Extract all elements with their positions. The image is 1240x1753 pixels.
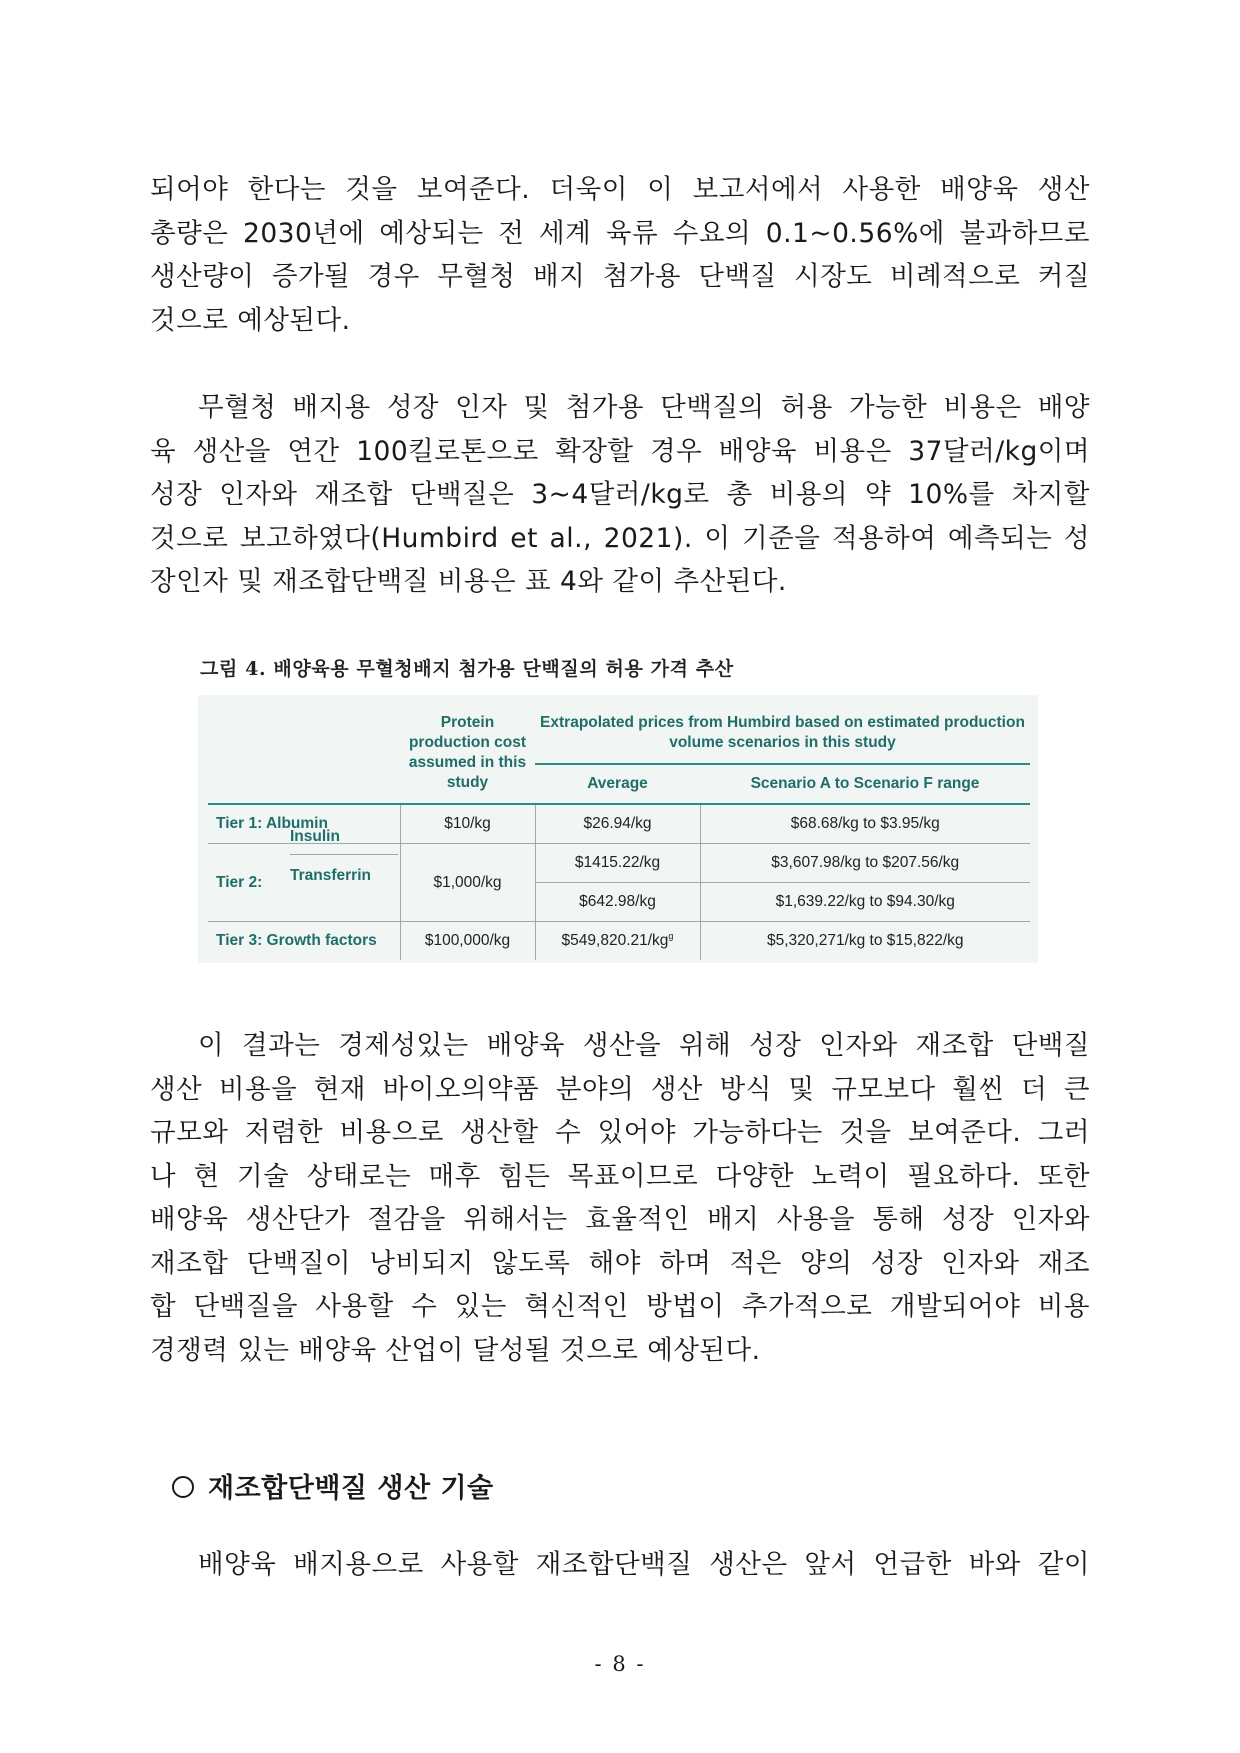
text-line: 이 결과는 경제성있는 배양육 생산을 위해 성장 인자와 재조합 단백질 (198, 1030, 1090, 1061)
tier1-label: Tier 1: Albumin (208, 804, 400, 844)
text-line: 무혈청 배지용 성장 인자 및 첨가용 단백질의 허용 가능한 비용은 배양 (198, 392, 1090, 423)
text-line: 것으로 보고하였다(Humbird et al., 2021). 이 기준을 적용하여 예측되는 성 (150, 522, 1090, 554)
cell: $1,639.22/kg to $94.30/kg (700, 883, 1030, 922)
page-number: - 8 - (594, 1652, 646, 1676)
paragraph-4 (150, 1543, 1090, 1587)
header-average: Average (535, 764, 700, 804)
insulin-label: Insulin (290, 828, 340, 845)
cell: $1,000/kg (400, 844, 535, 922)
cell: $3,607.98/kg to $207.56/kg (700, 844, 1030, 883)
text-line: 생산량이 증가될 경우 무혈청 배지 첨가용 단백질 시장도 비례적으로 커질 (150, 261, 1090, 292)
text-line: 생산 비용을 현재 바이오의약품 분야의 생산 방식 및 규모보다 훨씬 더 큰 (150, 1073, 1090, 1105)
text-line: 육 생산을 연간 100킬로톤으로 확장할 경우 배양육 비용은 37달러/kg이며 (150, 435, 1090, 467)
cell (535, 922, 700, 961)
section-heading (172, 1466, 494, 1505)
cell: $5,320,271/kg to $15,822/kg (700, 922, 1030, 961)
table-header-row (208, 703, 1030, 764)
paragraph-2 (150, 386, 1090, 604)
text-line: 규모와 저렴한 비용으로 생산할 수 있어야 가능하다는 것을 보여준다. 그러 (150, 1117, 1090, 1148)
text-line: 나 현 기술 상태로는 매후 힘든 목표이므로 다양한 노력이 필요하다. 또한 (150, 1160, 1090, 1192)
paragraph-1 (150, 168, 1090, 342)
cell: $68.68/kg to $3.95/kg (700, 804, 1030, 844)
text-line: 배양육 배지용으로 사용할 재조합단백질 생산은 앞서 언급한 바와 같이 (198, 1549, 1090, 1580)
transferrin-label: Transferrin (290, 867, 371, 884)
text-line: 재조합 단백질이 낭비되지 않도록 해야 하며 적은 양의 성장 인자와 재조 (150, 1247, 1090, 1279)
text-line: 것으로 예상된다. (150, 304, 351, 336)
footnote-marker: g (668, 931, 674, 942)
cell: $642.98/kg (535, 883, 700, 922)
cell: $10/kg (400, 804, 535, 844)
figure-caption: 그림 4. 배양육용 무혈청배지 첨가용 단백질의 허용 가격 추산 (200, 658, 734, 680)
divider (290, 854, 398, 855)
text-line: 총량은 2030년에 예상되는 전 세계 육류 수요의 0.1~0.56%에 불과하므로 (150, 217, 1090, 249)
cell: $100,000/kg (400, 922, 535, 961)
tier2-label: Tier 2: (216, 873, 263, 891)
tier3-average: $549,820.21/kg (561, 932, 669, 950)
text-line: 합 단백질을 사용할 수 있는 혁신적인 방법이 추가적으로 개발되어야 비용 (150, 1291, 1090, 1322)
circle-bullet-icon (172, 1476, 194, 1498)
text-line: 되어야 한다는 것을 보여준다. 더욱이 이 보고서에서 사용한 배양육 생산 (150, 174, 1090, 205)
header-cost: Protein production cost assumed in this study (400, 703, 535, 804)
cell: $1415.22/kg (535, 844, 700, 883)
paragraph-3 (150, 1024, 1090, 1372)
tier3-label: Tier 3: Growth factors (216, 932, 377, 949)
text-line: 장인자 및 재조합단백질 비용은 표 4와 같이 추산된다. (150, 566, 787, 597)
text-line: 성장 인자와 재조합 단백질은 3~4달러/kg로 총 비용의 약 10%를 차지할 (150, 479, 1090, 510)
price-table-figure (198, 695, 1038, 963)
section-heading-text: 재조합단백질 생산 기술 (208, 1473, 494, 1504)
cell: $26.94/kg (535, 804, 700, 844)
header-range: Scenario A to Scenario F range (700, 764, 1030, 804)
table-row (208, 922, 1030, 961)
header-extrapolated: Extrapolated prices from Humbird based on estimated production volume scenarios in this study (535, 703, 1030, 764)
text-line: 배양육 생산단가 절감을 위해서는 효율적인 배지 사용을 통해 성장 인자와 (150, 1204, 1090, 1235)
text-line: 경쟁력 있는 배양육 산업이 달성될 것으로 예상된다. (150, 1334, 761, 1366)
